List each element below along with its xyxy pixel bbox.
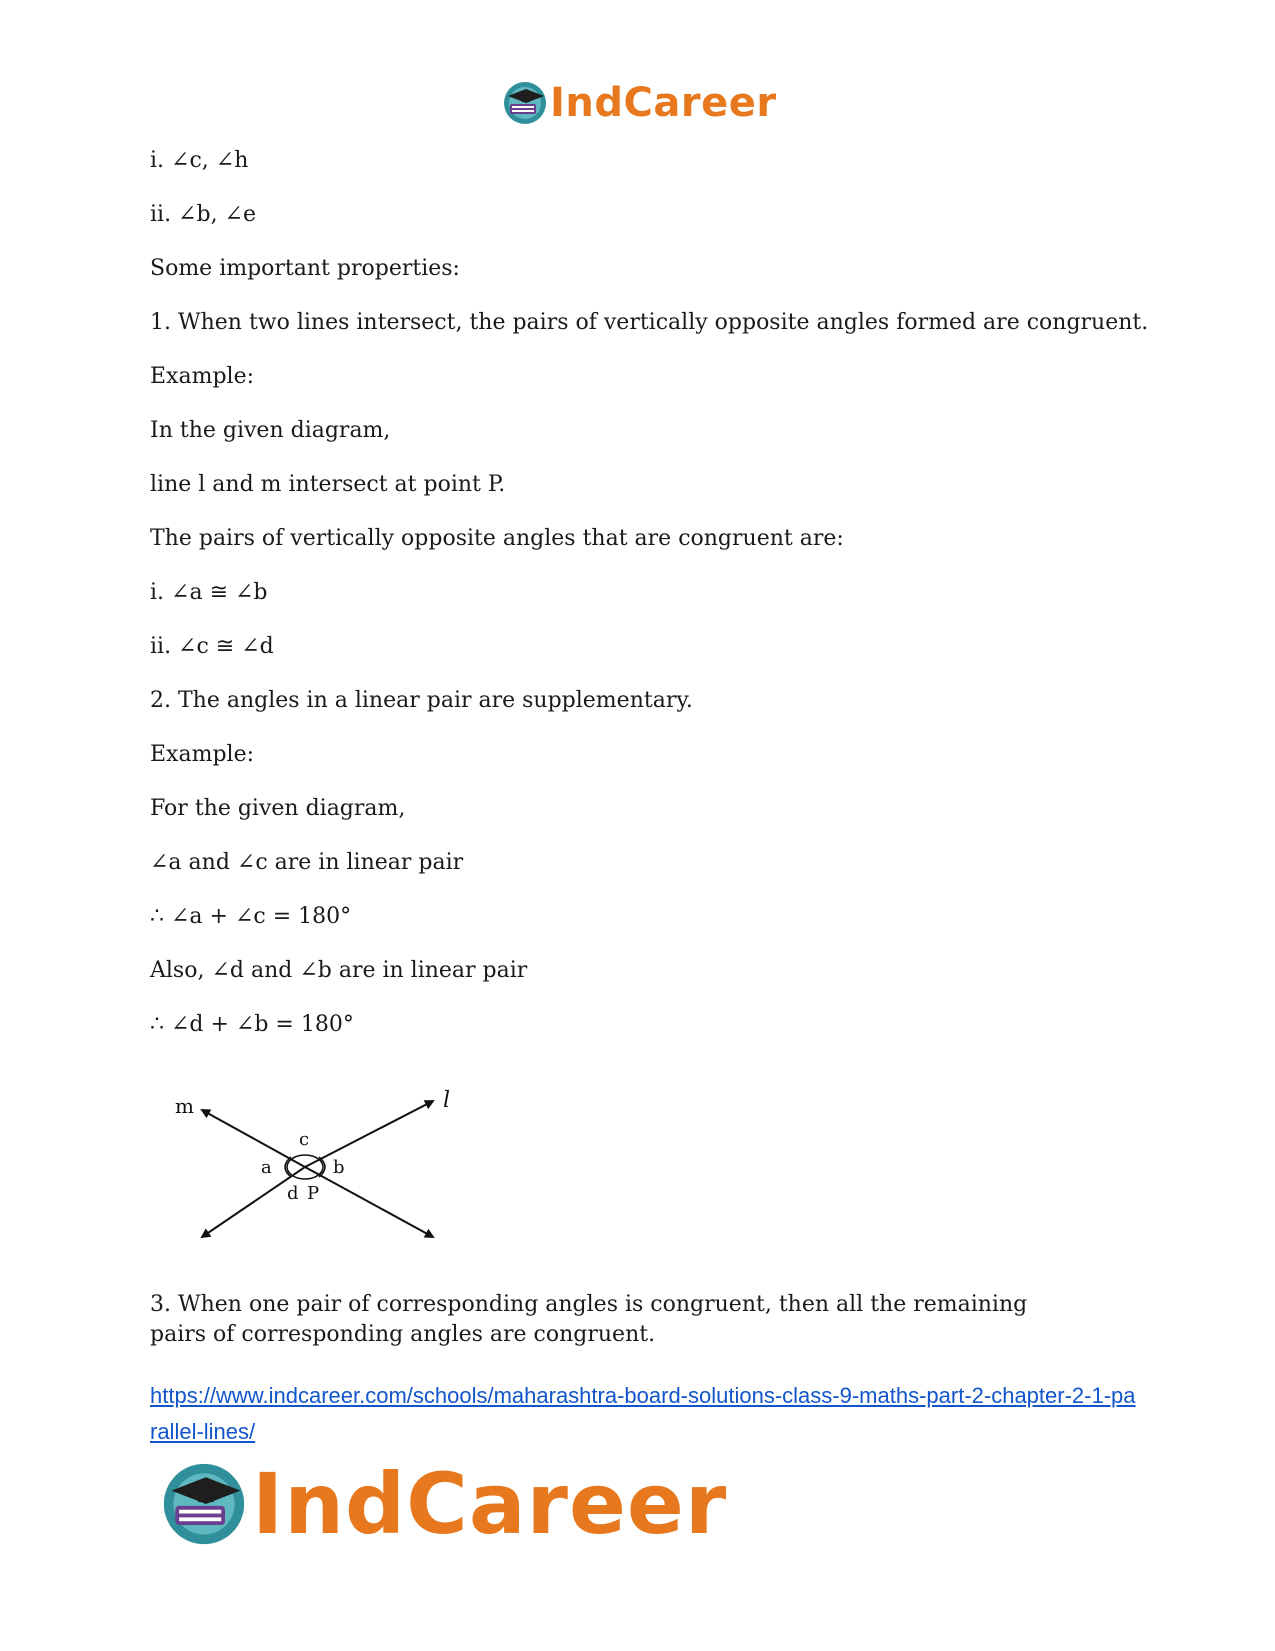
footer-logo	[160, 1455, 728, 1553]
answer-line-2: ii. ∠b, ∠e	[150, 202, 257, 227]
example-label-2: Example:	[150, 742, 254, 767]
header-logo	[502, 80, 777, 126]
label-b: b	[333, 1157, 345, 1178]
line-l	[305, 1101, 433, 1167]
label-c: c	[299, 1129, 310, 1150]
linear-pair-2: Also, ∠d and ∠b are in linear pair	[150, 958, 528, 983]
linear-pair-1-equation: ∴ ∠a + ∠c = 180°	[150, 904, 352, 929]
line-m-lower	[305, 1167, 433, 1237]
linear-pair-2-equation: ∴ ∠d + ∠b = 180°	[150, 1012, 354, 1037]
label-p: P	[307, 1183, 320, 1204]
label-a: a	[261, 1157, 272, 1178]
example-label-1: Example:	[150, 364, 254, 389]
footer-logo-text: IndCareer	[252, 1455, 728, 1553]
property-2: 2. The angles in a linear pair are supplementary.	[150, 688, 693, 713]
graduation-book-icon	[502, 80, 548, 126]
section-heading: Some important properties:	[150, 256, 460, 281]
label-m: m	[175, 1094, 194, 1118]
intersecting-lines-diagram	[175, 1085, 475, 1245]
source-link[interactable]: https://www.indcareer.com/schools/maharashtra-board-solutions-class-9-maths-part-2-chapter-2-1-parallel-lines/	[150, 1383, 1136, 1444]
congruent-pair-2: ii. ∠c ≅ ∠d	[150, 634, 274, 659]
property-3: 3. When one pair of corresponding angles is congruent, then all the remaining pairs of corresponding angles are congruent.	[150, 1292, 1028, 1347]
example-text: The pairs of vertically opposite angles that are congruent are:	[150, 526, 844, 551]
example-text: In the given diagram,	[150, 418, 391, 443]
example-text: line l and m intersect at point P.	[150, 472, 506, 497]
header-logo-text: IndCareer	[550, 80, 777, 126]
graduation-book-icon	[160, 1460, 248, 1548]
linear-pair-1: ∠a and ∠c are in linear pair	[150, 850, 464, 875]
label-l: l	[443, 1088, 451, 1113]
example-text: For the given diagram,	[150, 796, 406, 821]
label-d: d	[287, 1183, 299, 1204]
congruent-pair-1: i. ∠a ≅ ∠b	[150, 580, 268, 605]
answer-line-1: i. ∠c, ∠h	[150, 148, 249, 173]
property-1: 1. When two lines intersect, the pairs of vertically opposite angles formed are congruent.	[150, 310, 1149, 335]
